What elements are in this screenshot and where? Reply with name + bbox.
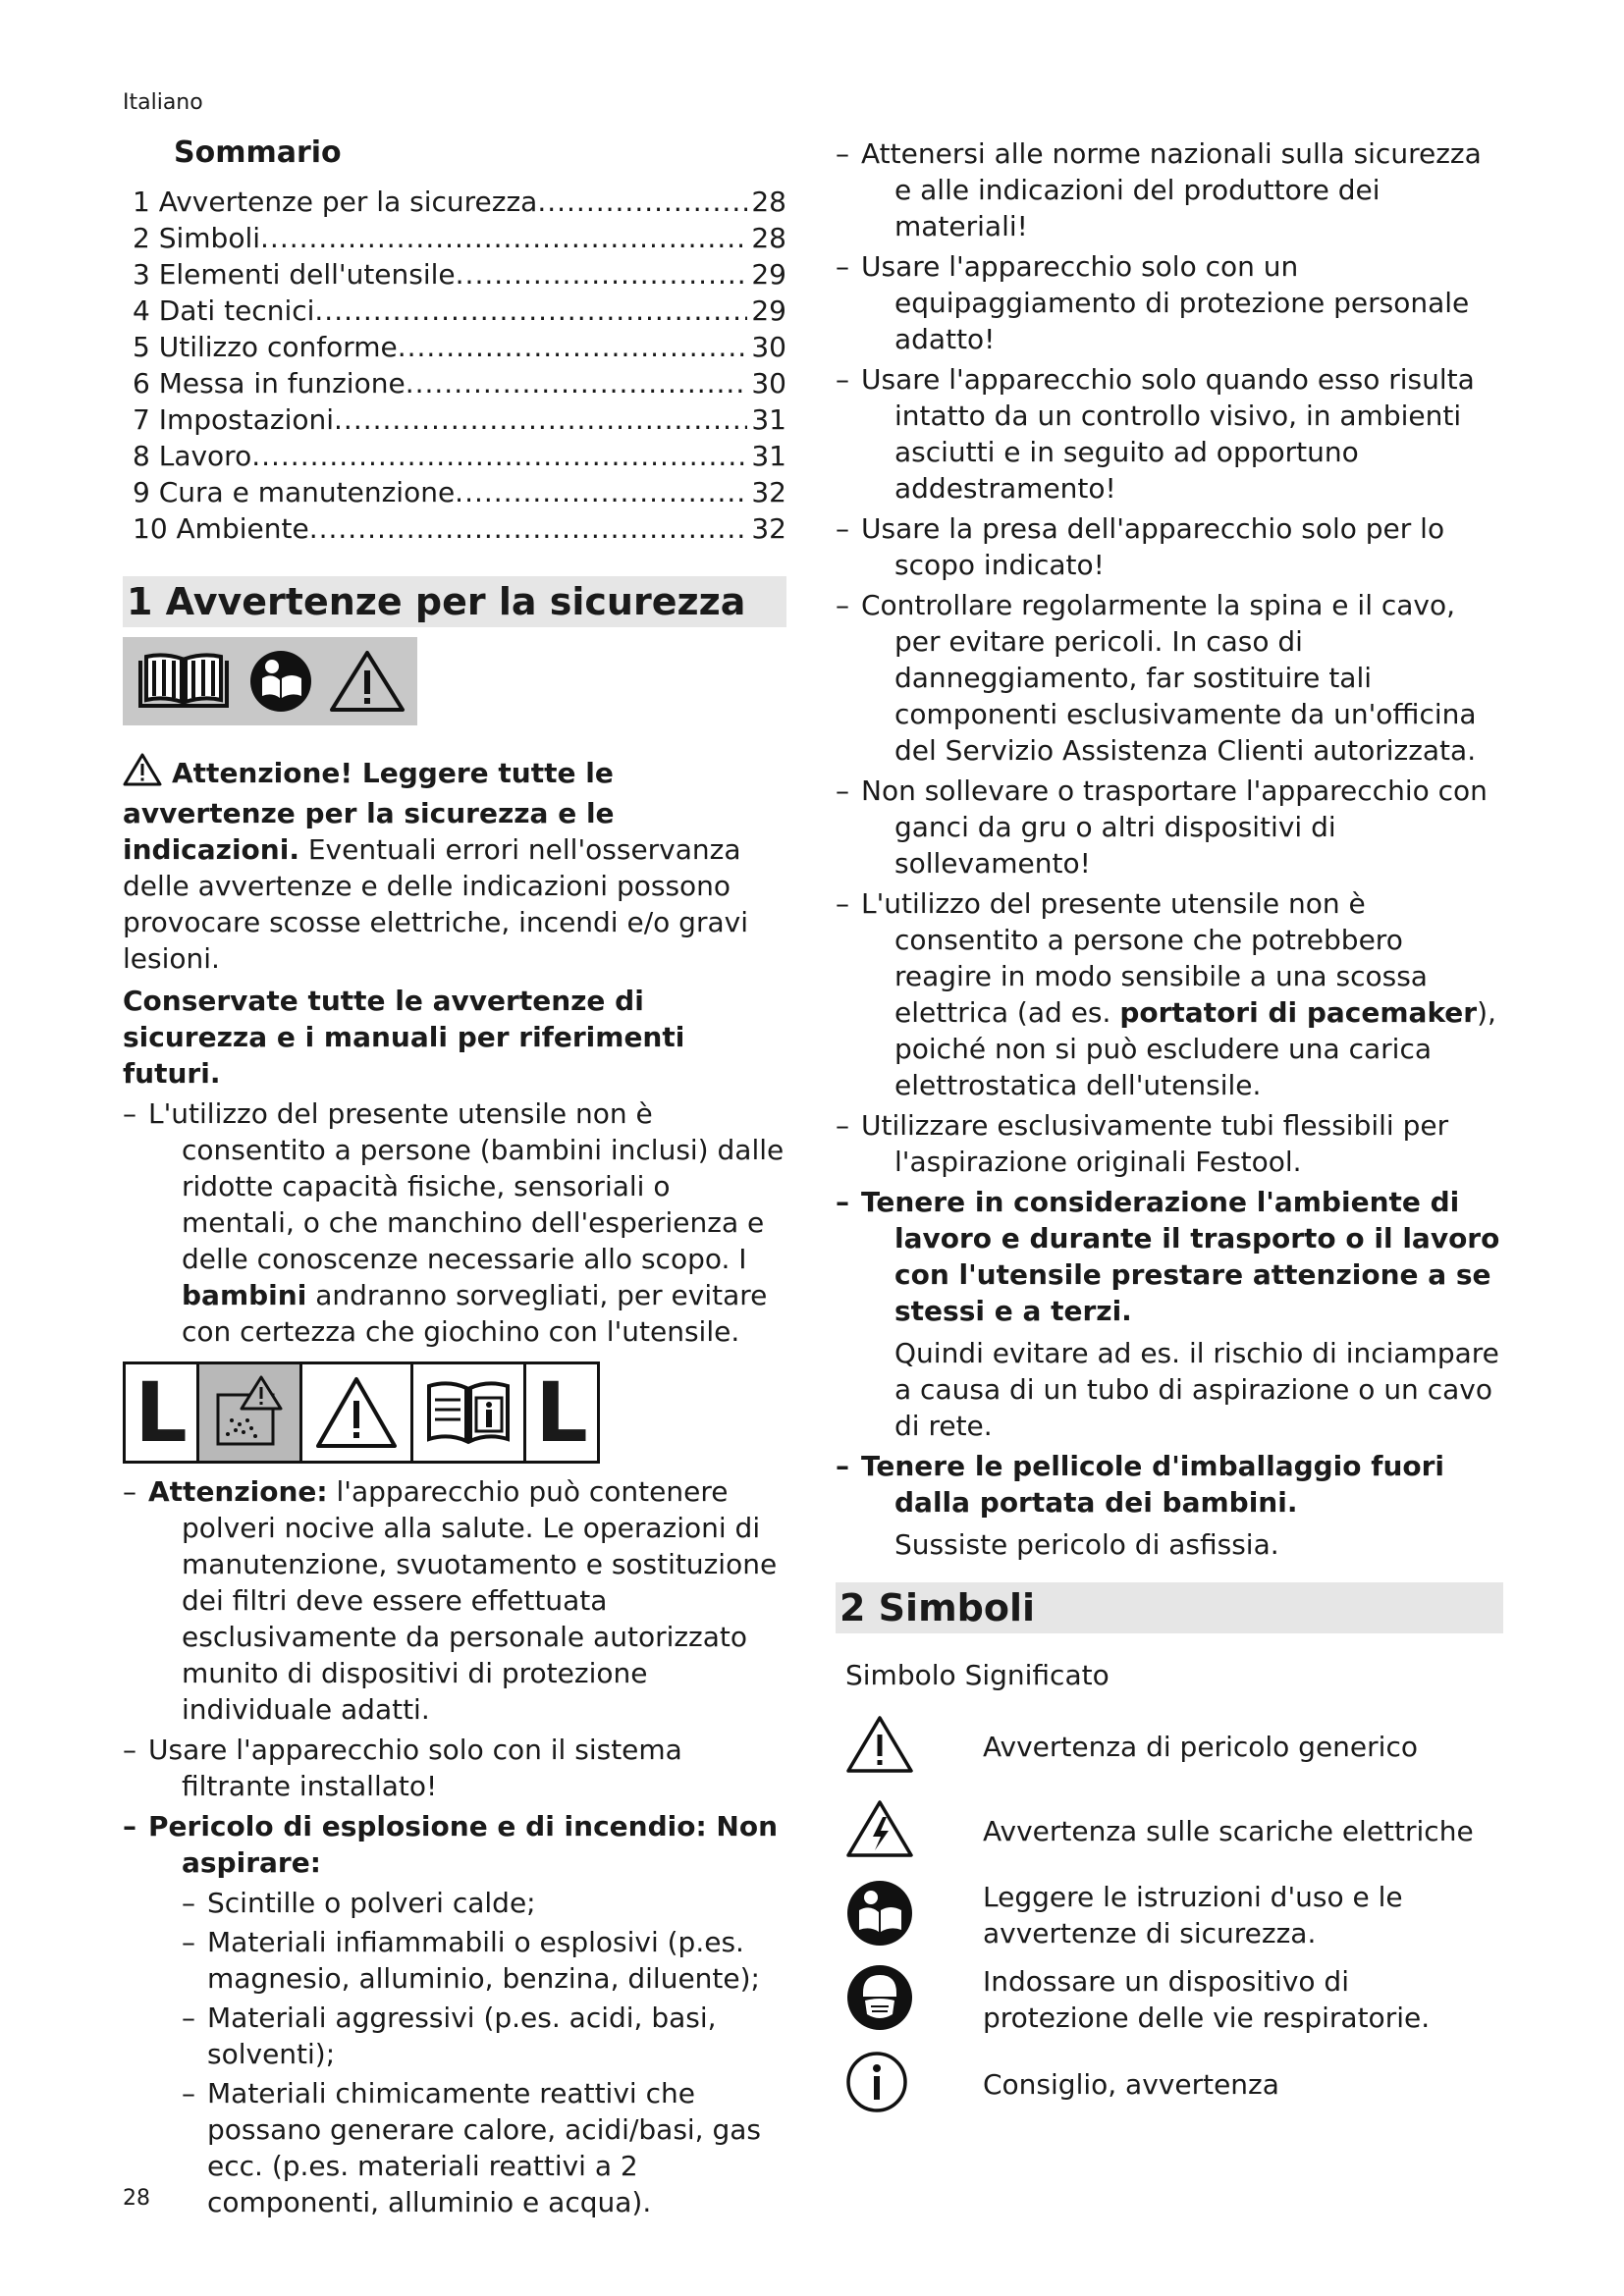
toc-entry-page: 31 — [751, 440, 786, 472]
toc-entry[interactable] — [123, 510, 786, 547]
left-column — [123, 135, 786, 2224]
toc-entry-page: 30 — [751, 331, 786, 363]
toc-entry-label: 8 Lavoro — [133, 440, 252, 472]
manual-book-icon — [135, 651, 233, 712]
symbol-meaning: Leggere le istruzioni d'uso e le avvertenze di sicurezza. — [983, 1881, 1403, 1949]
list-item: – Attenersi alle norme nazionali sulla sicurezza e alle indicazioni del produttore dei materiali! — [836, 137, 1482, 242]
table-row — [836, 1793, 1503, 1868]
list-item: – Pericolo di esplosione e di incendio: Non aspirare: – Scintille o polveri calde; – Materiali infiammabili o esplosivi (p.es. magnesio, alluminio, benzina, diluente); – Materiali aggressivi (p.es. acidi, basi, solventi); – Materiali chimicamente reattivi che possano generare calore, acidi/basi, gas ecc. (p.es. materiali reattivi a 2 componenti, alluminio e acqua). — [123, 1808, 786, 2220]
symbol-meaning: Indossare un dispositivo di protezione delle vie respiratorie. — [983, 1965, 1431, 2034]
toc-entry[interactable] — [123, 438, 786, 474]
list-item: – Non sollevare o trasportare l'apparecchio con ganci da gru o altri dispositivi di sollevamento! — [836, 774, 1488, 880]
sublist-item: – Materiali chimicamente reattivi che possano generare calore, acidi/basi, gas ecc. (p.es. materiali reattivi a 2 componenti, alluminio e acqua). — [182, 2077, 762, 2218]
toc-entry[interactable] — [123, 474, 786, 510]
warning-triangle-icon — [123, 753, 162, 795]
symbol-meaning: Avvertenza di pericolo generico — [983, 1730, 1418, 1763]
column-header-symbol: Simbolo — [845, 1659, 956, 1691]
table-row — [836, 1962, 1503, 2037]
list-item: – Tenere in considerazione l'ambiente di lavoro e durante il trasporto o il lavoro con l'utensile prestare attenzione a se stessi e a terzi. Quindi evitare ad es. il rischio di inciampare a causa di un tubo di aspirazione o un cavo di rete. — [836, 1184, 1503, 1444]
toc-entry[interactable] — [123, 401, 786, 438]
list-item: – L'utilizzo del presente utensile non è consentito a persone (bambini inclusi) dalle ridotte capacità fisiche, sensoriali o mentali, o che manchino dell'esperienza e delle conoscenze necessarie allo scopo. I bambini andranno sorvegliati, per evitare con certezza che giochino con l'utensile. — [123, 1097, 785, 1348]
table-row — [836, 1878, 1503, 1952]
toc-entry-label: 6 Messa in funzione — [133, 367, 406, 400]
warning-intro-paragraph — [123, 753, 786, 977]
hazardous-dust-icon — [199, 1364, 302, 1461]
dust-class-letter: L — [135, 1364, 188, 1461]
toc-entry-page: 31 — [751, 403, 786, 436]
safety-list-right — [836, 135, 1503, 1563]
toc-entry-label: 5 Utilizzo conforme — [133, 331, 398, 363]
toc-entry-label: 2 Simboli — [133, 222, 261, 254]
toc-entry-page: 32 — [751, 512, 786, 545]
warning-intro-bold: Attenzione! Leggere tutte le avvertenze per la sicurezza e le indicazioni. — [123, 757, 615, 866]
toc-title: Sommario — [174, 135, 342, 170]
sublist-item: – Materiali infiammabili o esplosivi (p.es. magnesio, alluminio, benzina, diluente); — [182, 1926, 760, 1995]
toc-entry[interactable] — [123, 220, 786, 256]
section-heading-safety: 1 Avvertenze per la sicurezza — [123, 576, 786, 627]
list-item: – Usare l'apparecchio solo con un equipaggiamento di protezione personale adatto! — [836, 250, 1470, 355]
sublist — [182, 1885, 786, 2220]
toc-entry[interactable] — [123, 184, 786, 220]
column-header-meaning: Significato — [964, 1659, 1110, 1691]
list-item: – Utilizzare esclusivamente tubi flessibili per l'aspirazione originali Festool. — [836, 1109, 1449, 1178]
toc-entry[interactable] — [123, 365, 786, 401]
table-row — [836, 1709, 1503, 1784]
toc-entry-page: 28 — [751, 186, 786, 218]
dust-class-l-pictogram — [123, 1362, 600, 1464]
info-manual-icon — [413, 1364, 526, 1461]
electric-shock-icon — [836, 1799, 983, 1862]
warning-triangle-icon — [302, 1364, 413, 1461]
list-item: – Tenere le pellicole d'imballaggio fuori dalla portata dei bambini. Sussiste pericolo di asfissia. — [836, 1448, 1503, 1563]
list-item: – L'utilizzo del presente utensile non è consentito a persone che potrebbero reagire in modo sensibile a una scossa elettrica (ad es. portatori di pacemaker), poiché non si può escludere una carica elettrostatica dell'utensile. — [836, 887, 1496, 1101]
toc-entry-page: 29 — [751, 294, 786, 327]
toc-entry-label: 4 Dati tecnici — [133, 294, 315, 327]
list-item: – Attenzione: l'apparecchio può contenere polveri nocive alla salute. Le operazioni di manutenzione, svuotamento e sostituzione dei filtri deve essere effettuata esclusivamente da personale autorizzato munito di dispositivi di protezione individuale adatti. — [123, 1475, 778, 1726]
symbols-table-header — [845, 1659, 1503, 1691]
toc-entry-label: 7 Impostazioni — [133, 403, 335, 436]
warning-intro-text: Eventuali errori nell'osservanza delle avvertenze e delle indicazioni possono provocare scosse elettriche, incendi e/o gravi lesioni. — [123, 833, 748, 975]
list-item: – Usare l'apparecchio solo quando esso risulta intatto da un controllo visivo, in ambienti asciutti e in seguito ad opportuno addestramento! — [836, 363, 1475, 505]
sublist-item: – Materiali aggressivi (p.es. acidi, basi, solventi); — [182, 2002, 717, 2070]
toc-entry-page: 30 — [751, 367, 786, 400]
dust-class-letter: L — [535, 1364, 588, 1461]
page-number: 28 — [123, 2186, 150, 2211]
toc-entry-label: 3 Elementi dell'utensile — [133, 258, 456, 291]
sublist-item: – Scintille o polveri calde; — [182, 1887, 536, 1919]
list-item: – Usare la presa dell'apparecchio solo per lo scopo indicato! — [836, 512, 1445, 581]
symbol-meaning: Avvertenza sulle scariche elettriche — [983, 1814, 1474, 1847]
read-manual-icon — [248, 649, 313, 714]
symbol-meaning: Consiglio, avvertenza — [983, 2067, 1279, 2101]
list-item-continuation: Quindi evitare ad es. il rischio di inciampare a causa di un tubo di aspirazione o un cavo di rete. — [894, 1337, 1499, 1442]
toc-entry-label: 1 Avvertenze per la sicurezza — [133, 186, 538, 218]
toc-entry[interactable] — [123, 329, 786, 365]
keep-instructions-notice: Conservate tutte le avvertenze di sicurezza e i manuali per riferimenti futuri. — [123, 985, 685, 1090]
safety-list-left-continued — [123, 1473, 786, 2220]
safety-icon-bar — [123, 637, 417, 725]
toc-entry[interactable] — [123, 293, 786, 329]
list-item-continuation: Sussiste pericolo di asfissia. — [894, 1528, 1279, 1561]
symbols-table — [836, 1709, 1503, 2121]
warning-triangle-icon — [836, 1715, 983, 1778]
page-language-label: Italiano — [123, 90, 203, 115]
right-column — [836, 135, 1503, 2131]
safety-list-left — [123, 1095, 786, 1350]
table-of-contents — [123, 184, 786, 547]
toc-entry[interactable] — [123, 256, 786, 293]
list-item: – Controllare regolarmente la spina e il cavo, per evitare pericoli. In caso di danneggiamento, far sostituire tali componenti esclusivamente da un'officina del Servizio Assistenza Clienti autorizzata. — [836, 589, 1477, 767]
respirator-icon — [836, 1963, 983, 2036]
toc-entry-page: 28 — [751, 222, 786, 254]
warning-triangle-icon — [329, 649, 406, 714]
toc-entry-label: 9 Cura e manutenzione — [133, 476, 456, 508]
read-manual-icon — [836, 1879, 983, 1951]
table-row — [836, 2047, 1503, 2121]
section-heading-symbols: 2 Simboli — [836, 1582, 1503, 1633]
info-icon — [836, 2051, 983, 2117]
toc-entry-label: 10 Ambiente — [133, 512, 309, 545]
toc-entry-page: 32 — [751, 476, 786, 508]
list-item: – Usare l'apparecchio solo con il sistema filtrante installato! — [123, 1734, 682, 1802]
toc-entry-page: 29 — [751, 258, 786, 291]
